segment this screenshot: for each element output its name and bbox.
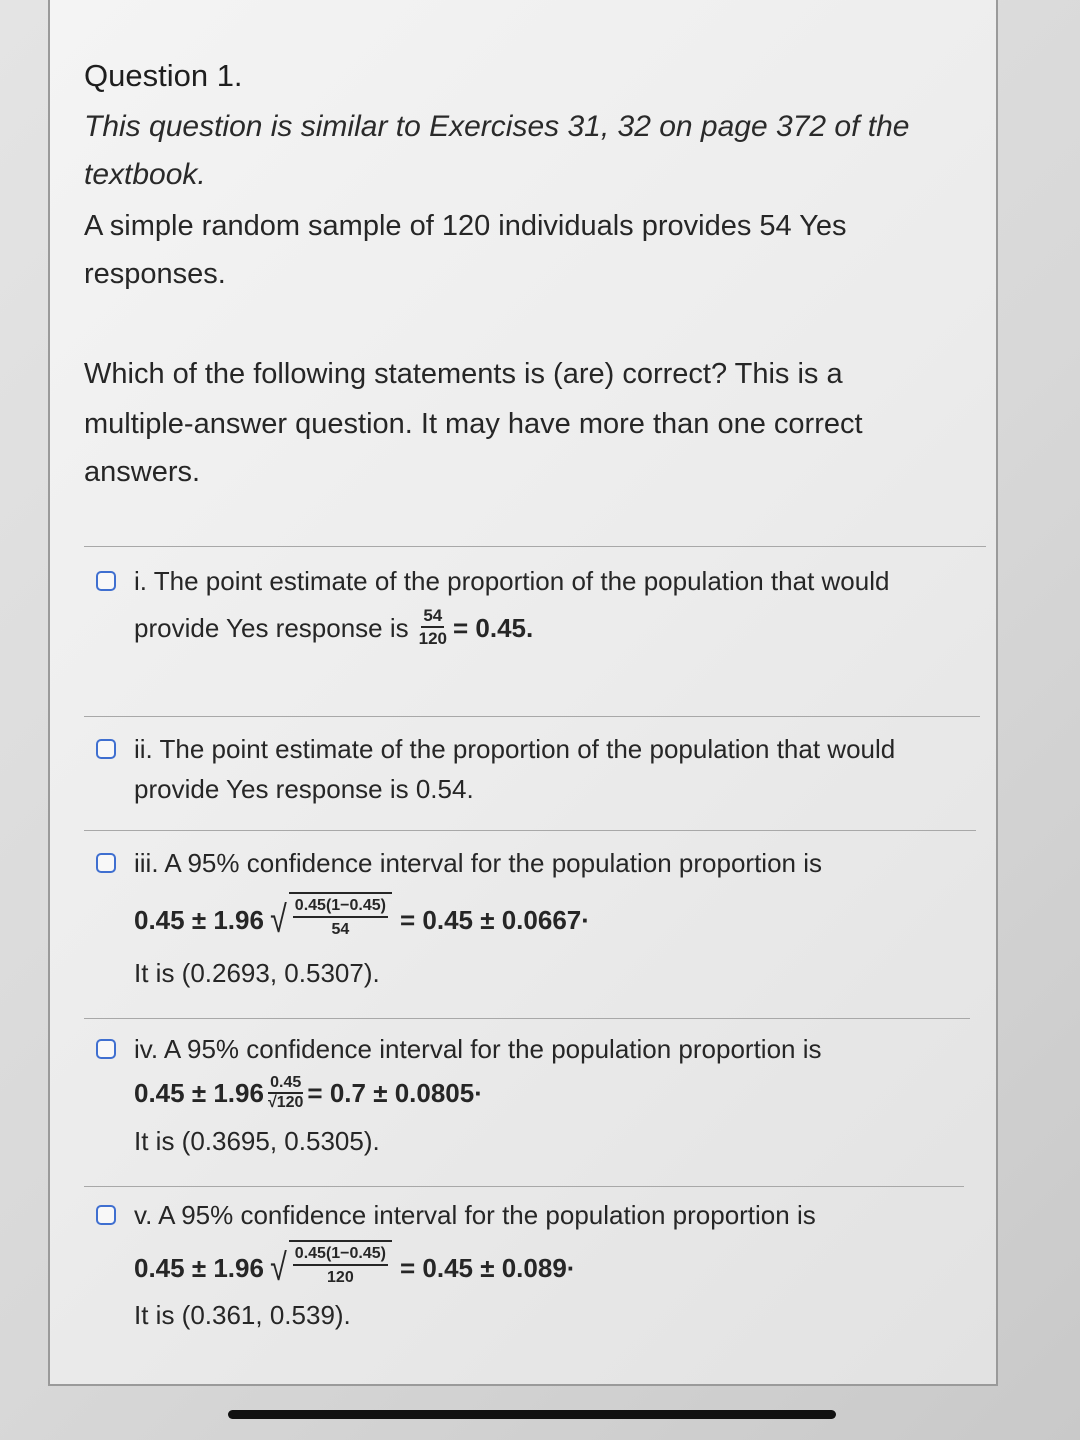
option-ii-line1: ii. The point estimate of the proportion of the population that would	[134, 734, 896, 764]
option-iv-line1: iv. A 95% confidence interval for the population proportion is	[134, 1034, 822, 1064]
radical-icon: √	[270, 899, 287, 941]
prompt-line-2: multiple-answer question. It may have more than one correct	[84, 408, 863, 440]
option-iii-sqrt	[268, 892, 392, 948]
option-i-prefix: provide Yes response is	[134, 612, 409, 643]
option-iii-prefix: 0.45 ± 1.96	[134, 904, 264, 935]
option-iii-math	[134, 892, 590, 948]
option-iii-checkbox[interactable]	[96, 853, 116, 873]
divider	[84, 830, 976, 831]
prompt-line-1: Which of the following statements is (are) correct? This is a	[84, 358, 843, 390]
reference-line-2: textbook.	[84, 158, 206, 191]
option-iv-result: It is (0.3695, 0.5305).	[134, 1126, 380, 1156]
option-iv-prefix: 0.45 ± 1.96	[134, 1077, 264, 1108]
question-title: Question 1.	[84, 58, 243, 93]
option-iv-math	[134, 1074, 483, 1112]
option-v-result: It is (0.361, 0.539).	[134, 1300, 351, 1330]
divider	[84, 546, 986, 547]
divider	[84, 1018, 970, 1019]
option-v-sqrt	[268, 1240, 392, 1296]
option-iii-result: It is (0.2693, 0.5307).	[134, 958, 380, 988]
option-iv-frac-den: √120	[267, 1094, 304, 1111]
option-v-prefix: 0.45 ± 1.96	[134, 1252, 264, 1283]
radical-icon: √	[270, 1247, 287, 1289]
prompt-line-3: answers.	[84, 456, 201, 488]
divider	[84, 1186, 964, 1187]
option-i-line1: i. The point estimate of the proportion of the population that would	[134, 566, 890, 596]
option-ii-checkbox[interactable]	[96, 739, 116, 759]
option-iii-sqrt-den: 54	[331, 921, 350, 938]
option-i-checkbox[interactable]	[96, 571, 116, 591]
option-iii-line1: iii. A 95% confidence interval for the population proportion is	[134, 848, 822, 878]
option-i-math	[134, 606, 533, 650]
option-iii-suffix: = 0.45 ± 0.0667·	[399, 904, 590, 935]
option-v-math	[134, 1240, 575, 1296]
home-indicator[interactable]	[228, 1410, 836, 1419]
option-iii-sqrt-body	[289, 892, 392, 948]
option-i-suffix: = 0.45.	[453, 612, 534, 643]
stem-line-1: A simple random sample of 120 individuals provides 54 Yes	[84, 210, 847, 242]
option-v-sqrt-body	[289, 1240, 392, 1296]
option-i-frac-den: 120	[418, 629, 447, 648]
option-v-suffix: = 0.45 ± 0.089·	[399, 1252, 576, 1283]
stem-line-2: responses.	[84, 258, 226, 290]
option-iv-frac-num: 0.45	[268, 1074, 303, 1094]
option-v-checkbox[interactable]	[96, 1205, 116, 1225]
option-i-frac-num: 54	[421, 606, 444, 628]
option-iv-checkbox[interactable]	[96, 1039, 116, 1059]
question-panel	[48, 0, 998, 1386]
divider	[84, 716, 980, 717]
option-i-fraction	[419, 606, 447, 650]
option-v-line1: v. A 95% confidence interval for the population proportion is	[134, 1200, 816, 1230]
option-iii-sqrt-num: 0.45(1−0.45)	[293, 896, 388, 918]
option-v-sqrt-den: 120	[327, 1269, 354, 1286]
option-iv-suffix: = 0.7 ± 0.0805·	[307, 1077, 483, 1108]
option-iv-fraction	[268, 1074, 303, 1112]
option-v-sqrt-num: 0.45(1−0.45)	[293, 1244, 388, 1266]
reference-line-1: This question is similar to Exercises 31, 32 on page 372 of the	[84, 110, 910, 143]
option-ii-line2: provide Yes response is 0.54.	[134, 774, 474, 804]
